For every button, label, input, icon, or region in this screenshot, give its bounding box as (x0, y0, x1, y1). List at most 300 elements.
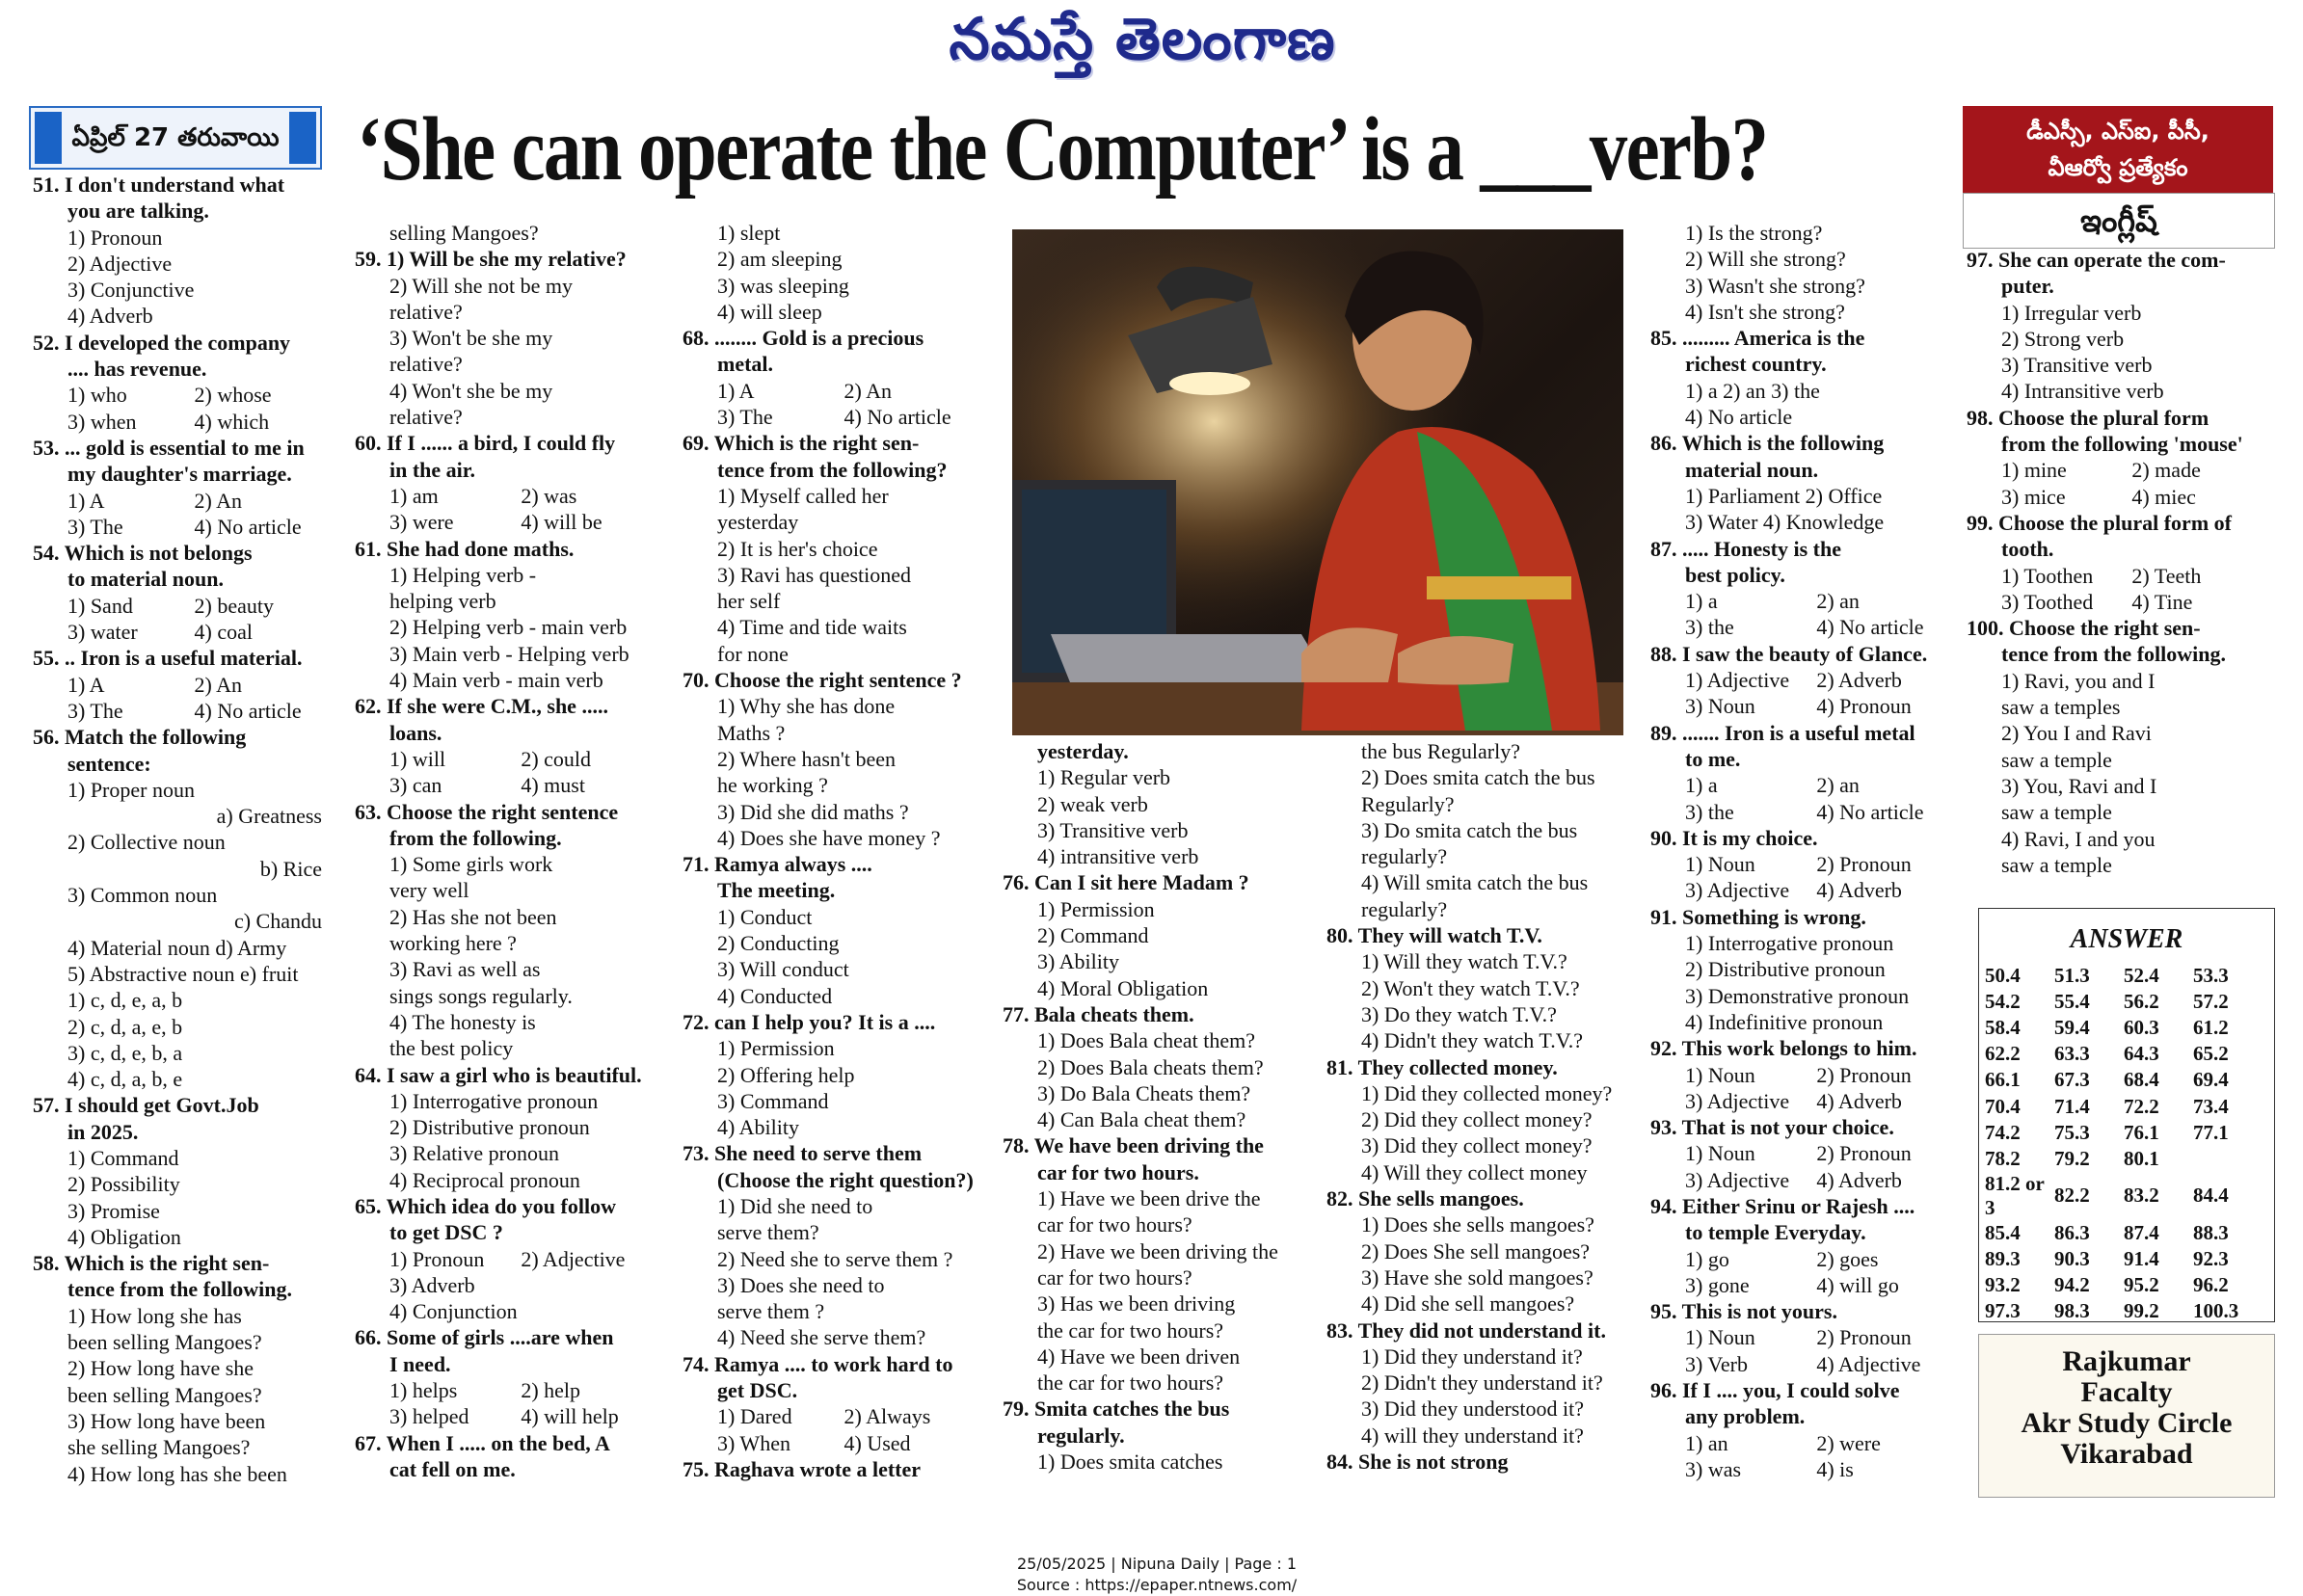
option-text: 1) Did they understand it? (1361, 1343, 1583, 1369)
option-text: 1) Sand (67, 593, 133, 618)
option-pair (1650, 1430, 1959, 1456)
option-text: 1) Ravi, you and I (2001, 668, 2156, 693)
option-text: 2) Pronoun (1816, 1141, 1912, 1166)
option-text: working here ? (389, 931, 517, 956)
option-text: 2) Always (844, 1404, 931, 1429)
question-text: 81. They collected money. (1326, 1054, 1558, 1079)
question-text: car for two hours. (1037, 1159, 1199, 1184)
option-text: 4) Won't she be my (389, 378, 553, 403)
headline: ‘She can operate the Computer’ is a ___verb? (357, 99, 1768, 200)
option-text: 3) Wasn't she strong? (1685, 273, 1865, 298)
footer-source-line: Source : https://epaper.ntnews.com/ (1016, 1576, 1298, 1594)
option-text: 3) Water 4) Knowledge (1685, 510, 1885, 535)
option-text: 4) No article (844, 405, 951, 430)
option-text: car for two hours? (1037, 1264, 1192, 1290)
option-text: 4) Will they collect money (1361, 1159, 1588, 1184)
question-text: tence from the following. (67, 1277, 292, 1302)
answer-cell: 97.3 (1985, 1299, 2021, 1323)
option-text: 1) Pronoun (67, 225, 163, 250)
question-text: 76. Can I sit here Madam ? (1003, 870, 1249, 895)
question-text: 73. She need to serve them (683, 1141, 923, 1166)
option-text: serve them? (717, 1220, 819, 1245)
option-text: 4) Ravi, I and you (2001, 826, 2156, 851)
option-pair (1650, 1167, 1959, 1193)
option-text: 4) Adverb (1816, 878, 1902, 903)
option-text: 2) an (1816, 589, 1860, 614)
option-text: helping verb (389, 589, 496, 614)
answer-row (1985, 1067, 2263, 1093)
option-text: 2) Strong verb (2001, 326, 2125, 351)
option-text: 4) will go (1816, 1272, 1899, 1297)
option-text: 2) beauty (194, 593, 274, 618)
option-text: 5) Abstractive noun e) fruit (67, 961, 299, 986)
option-pair (1967, 457, 2273, 483)
option-pair (33, 514, 332, 540)
option-pair (355, 746, 663, 772)
question-text: tooth. (2001, 537, 2054, 562)
answer-cell: 60.3 (2124, 1016, 2159, 1040)
option-text: 4) Intransitive verb (2001, 379, 2164, 404)
question-text: tence from the following. (2001, 642, 2226, 667)
option-text: 3) Promise (67, 1198, 160, 1223)
option-text: 3) the (1685, 615, 1734, 640)
option-text: 2) Has she not been (389, 904, 557, 929)
answer-row (1985, 1246, 2263, 1272)
option-text: 3) Adjective (1685, 878, 1790, 903)
option-text: 1) c, d, e, a, b (67, 988, 183, 1013)
question-text: 56. Match the following (33, 725, 247, 750)
question-text: The meeting. (717, 878, 836, 903)
option-pair (1650, 772, 1959, 798)
question-text: 61. She had done maths. (355, 536, 575, 561)
option-text: 4) will help (521, 1404, 619, 1429)
option-text: 4) Used (844, 1430, 911, 1455)
option-text: 3) Does she need to (717, 1272, 885, 1297)
answer-cell: 68.4 (2124, 1068, 2159, 1092)
question-text: 59. 1) Will be she my relative? (355, 247, 627, 272)
question-text: tence from the following? (717, 457, 948, 482)
option-text: 3) can (389, 773, 442, 798)
answer-cell: 99.2 (2124, 1299, 2159, 1323)
answer-row (1985, 1041, 2263, 1067)
question-text: cat fell on me. (389, 1456, 516, 1481)
option-text: 1) Interrogative pronoun (1685, 931, 1894, 956)
option-text: 2) Distributive pronoun (1685, 957, 1886, 982)
answer-cell: 70.4 (1985, 1094, 2021, 1118)
option-text: 1) Interrogative pronoun (389, 1088, 599, 1113)
option-text: 3) Main verb - Helping verb (389, 641, 629, 666)
question-text: 70. Choose the right sentence ? (683, 668, 962, 693)
exam-banner-line2: వీఆర్వో ప్రత్యేకం (2048, 154, 2188, 181)
option-text: relative? (389, 352, 463, 377)
option-text: 2) Command (1037, 923, 1149, 948)
question-text: 83. They did not understand it. (1326, 1317, 1606, 1343)
option-text: 4) Will smita catch the bus (1361, 870, 1589, 895)
option-pair (683, 1430, 981, 1456)
footer-date-line: 25/05/2025 | Nipuna Daily | Page : 1 (1016, 1555, 1298, 1573)
option-text: 4) Moral Obligation (1037, 975, 1209, 1000)
column-1 (33, 172, 332, 1487)
answer-cell: 64.3 (2124, 1042, 2159, 1066)
option-pair (1967, 484, 2273, 510)
option-text: 3) Command (717, 1088, 829, 1113)
option-text: 2) an (1816, 773, 1860, 798)
answer-cell: 62.2 (1985, 1042, 2021, 1066)
question-text: regularly. (1037, 1423, 1125, 1448)
option-text: 1) Is the strong? (1685, 221, 1823, 245)
option-pair (1967, 589, 2273, 615)
option-text: 1) Will they watch T.V.? (1361, 949, 1567, 974)
option-text: he working ? (717, 773, 828, 798)
option-text: 4) will be (521, 510, 603, 535)
answer-cell: 93.2 (1985, 1272, 2021, 1296)
option-text: 4) Pronoun (1816, 694, 1912, 719)
option-text: 4) is (1816, 1456, 1854, 1481)
option-pair (1650, 1272, 1959, 1298)
answer-cell: 73.4 (2193, 1094, 2229, 1118)
option-pair (1650, 1140, 1959, 1166)
option-text: 4) Can Bala cheat them? (1037, 1107, 1246, 1132)
option-text: 1) Toothen (2001, 563, 2094, 588)
option-text: 1) Proper noun (67, 777, 195, 802)
option-text: 4) Reciprocal pronoun (389, 1167, 580, 1192)
option-text: 2) Possibility (67, 1172, 180, 1197)
answer-cell: 80.1 (2124, 1146, 2159, 1170)
option-text: she selling Mangoes? (67, 1435, 251, 1460)
option-pair (1650, 877, 1959, 903)
answer-key-title: ANSWER (2070, 924, 2183, 954)
answer-cell: 98.3 (2054, 1299, 2090, 1323)
question-text: 82. She sells mangoes. (1326, 1186, 1524, 1211)
question-text: 64. I saw a girl who is beautiful. (355, 1062, 642, 1087)
answer-cell: 95.2 (2124, 1272, 2159, 1296)
option-text: 3) Did she did maths ? (717, 799, 909, 824)
question-text: 72. can I help you? It is a .... (683, 1009, 936, 1034)
column-3 (683, 220, 981, 1482)
answer-cell: 72.2 (2124, 1094, 2159, 1118)
answer-cell: 71.4 (2054, 1094, 2090, 1118)
option-text: 1) a (1685, 773, 1718, 798)
question-text: 85. ......... America is the (1650, 326, 1865, 351)
option-text: 3) Ravi as well as (389, 957, 541, 982)
option-text: 2) could (521, 746, 592, 771)
option-text: 2) Didn't they understand it? (1361, 1370, 1603, 1396)
option-text: saw a temple (2001, 747, 2112, 772)
option-text: 1) mine (2001, 458, 2067, 483)
option-text: 3) Has we been driving (1037, 1291, 1236, 1317)
option-pair (1650, 693, 1959, 719)
answer-cell: 54.2 (1985, 990, 2021, 1014)
option-text: 3) mice (2001, 484, 2066, 509)
option-pair (33, 672, 332, 698)
answer-cell: 66.1 (1985, 1068, 2021, 1092)
question-text: 75. Raghava wrote a letter (683, 1456, 922, 1481)
answer-cell: 84.4 (2193, 1184, 2229, 1208)
option-pair (1650, 1456, 1959, 1482)
answer-cell (2193, 1146, 2263, 1172)
option-text: yesterday (717, 510, 799, 535)
option-text: 3) Adverb (389, 1272, 475, 1297)
question-text: 77. Bala cheats them. (1003, 1001, 1194, 1026)
question-text: 53. ... gold is essential to me in (33, 435, 305, 460)
option-text: 1) Does Bala cheat them? (1037, 1028, 1256, 1053)
option-text: 3) was sleeping (717, 273, 849, 298)
option-text: 1) Does she sells mangoes? (1361, 1212, 1594, 1237)
option-pair (33, 382, 332, 408)
question-text: 68. ........ Gold is a precious (683, 326, 924, 351)
option-text: 2) Pronoun (1816, 852, 1912, 877)
answer-cell: 81.2 or 3 (1985, 1171, 2045, 1219)
option-text: 4) Have we been driven (1037, 1343, 1241, 1369)
answer-cell: 52.4 (2124, 964, 2159, 988)
answer-cell: 59.4 (2054, 1016, 2090, 1040)
question-text: yesterday. (1037, 739, 1129, 763)
question-text: 96. If I .... you, I could solve (1650, 1378, 1900, 1403)
column-4 (1003, 738, 1311, 1475)
question-text: .... has revenue. (67, 357, 207, 382)
answer-cell: 83.2 (2124, 1184, 2159, 1208)
option-text: 4) will they understand it? (1361, 1423, 1584, 1448)
option-text: 1) Noun (1685, 1141, 1755, 1166)
option-text: 3) Did they understood it? (1361, 1396, 1584, 1422)
option-text: 2) was (521, 483, 577, 508)
subject-label: ఇంగ్లీష్ (1963, 193, 2275, 249)
answer-cell: 65.2 (2193, 1042, 2229, 1066)
question-text: 91. Something is wrong. (1650, 904, 1866, 929)
option-text: 2) Does She sell mangoes? (1361, 1238, 1591, 1264)
option-text: her self (717, 589, 781, 614)
question-text: 79. Smita catches the bus (1003, 1396, 1230, 1422)
option-pair (683, 1403, 981, 1429)
option-text: 2) Pronoun (1816, 1325, 1912, 1350)
option-text: 4) Indefinitive pronoun (1685, 1009, 1884, 1034)
option-text: 2) Helping verb - main verb (389, 615, 628, 640)
option-text: 4) Conjunction (389, 1299, 518, 1324)
option-text: 2) Pronoun (1816, 1062, 1912, 1087)
question-text: 100. Choose the right sen- (1967, 616, 2201, 641)
option-pair (1650, 851, 1959, 877)
question-text: 88. I saw the beauty of Glance. (1650, 641, 1928, 666)
option-text: 3) Do smita catch the bus (1361, 817, 1578, 842)
answer-cell: 61.2 (2193, 1016, 2229, 1040)
answer-cell: 96.2 (2193, 1272, 2229, 1296)
answer-cell: 69.4 (2193, 1068, 2229, 1092)
column-7 (1967, 247, 2273, 878)
question-text: 78. We have been driving the (1003, 1133, 1264, 1158)
option-pair (33, 409, 332, 435)
option-text: 4) c, d, a, b, e (67, 1067, 183, 1092)
question-text: 57. I should get Govt.Job (33, 1093, 259, 1118)
option-text: c) Chandu (233, 909, 322, 934)
option-text: 4) Adjective (1816, 1351, 1921, 1376)
question-text: 51. I don't understand what (33, 173, 285, 197)
answer-row (1985, 1120, 2263, 1146)
question-text: 84. She is not strong (1326, 1450, 1509, 1475)
option-text: 1) Irregular verb (2001, 300, 2142, 325)
option-text: been selling Mangoes? (67, 1330, 262, 1355)
option-text: 4) No article (194, 514, 302, 539)
option-text: 1) a (1685, 589, 1718, 614)
option-text: 2) goes (1816, 1246, 1879, 1271)
question-text: 66. Some of girls ....are when (355, 1325, 614, 1350)
option-text: 4) How long has she been (67, 1461, 287, 1486)
continued-date-tag (29, 106, 322, 170)
option-pair (1650, 667, 1959, 693)
question-text: you are talking. (67, 199, 209, 224)
option-text: 3) Relative pronoun (389, 1141, 559, 1166)
option-text: 1) slept (717, 221, 781, 245)
option-text: the bus Regularly? (1361, 739, 1520, 763)
masthead-logo: నమస్తే తెలంగాణ (949, 6, 1336, 73)
option-text: 4) No article (1816, 615, 1924, 640)
option-text: 3) Adjective (1685, 1167, 1790, 1192)
option-text: 1) Permission (1037, 896, 1155, 921)
option-text: 4) Didn't they watch T.V.? (1361, 1028, 1584, 1053)
date-tag-label: ఏప్రిల్ 27 తరువాయి (71, 123, 280, 152)
option-text: 2) help (521, 1378, 581, 1403)
author-org: Akr Study Circle (2021, 1407, 2233, 1439)
option-text: 3) c, d, e, b, a (67, 1040, 183, 1065)
option-text: 4) Time and tide waits (717, 615, 907, 640)
answer-cell: 63.3 (2054, 1042, 2090, 1066)
option-text: 1) Adjective (1685, 668, 1790, 693)
option-text: 1) Noun (1685, 852, 1755, 877)
option-text: car for two hours? (1037, 1212, 1192, 1237)
question-text: 55. .. Iron is a useful material. (33, 646, 303, 671)
question-text: 54. Which is not belongs (33, 541, 253, 566)
answer-row (1985, 1172, 2263, 1220)
option-text: 1) Command (67, 1145, 179, 1170)
option-text: 3) Demonstrative pronoun (1685, 983, 1910, 1008)
option-text: 2) You I and Ravi (2001, 721, 2152, 746)
option-pair (33, 619, 332, 645)
option-text: 4) coal (194, 620, 253, 645)
question-text: 69. Which is the right sen- (683, 431, 920, 456)
answer-cell: 67.3 (2054, 1068, 2090, 1092)
option-text: 2) An (194, 672, 243, 697)
option-text: 4) Did she sell mangoes? (1361, 1291, 1575, 1317)
option-text: 3) Transitive verb (2001, 353, 2153, 378)
answer-cell: 89.3 (1985, 1246, 2021, 1270)
option-text: 1) Dared (717, 1404, 792, 1429)
answer-cell: 75.3 (2054, 1120, 2090, 1144)
option-text: 4) Material noun d) Army (67, 935, 287, 960)
question-text: from the following 'mouse' (2001, 432, 2243, 457)
option-pair (1650, 1246, 1959, 1272)
answer-cell: 56.2 (2124, 990, 2159, 1014)
option-text: 3) Will conduct (717, 957, 849, 982)
option-text: 1) Parliament 2) Office (1685, 483, 1883, 508)
option-text: 2) Did they collect money? (1361, 1107, 1593, 1132)
question-text: 58. Which is the right sen- (33, 1251, 270, 1276)
option-text: a) Greatness (216, 804, 322, 829)
option-text: 3) Toothed (2001, 589, 2094, 614)
option-text: 4) will sleep (717, 299, 822, 324)
question-text: 86. Which is the following (1650, 431, 1885, 456)
option-text: 1) Helping verb - (389, 562, 537, 587)
woman-laptop-illustration (1012, 229, 1623, 735)
option-pair (355, 509, 663, 535)
tag-right-bar (289, 112, 316, 164)
option-text: 4) Isn't she strong? (1685, 299, 1845, 324)
question-text: puter. (2001, 274, 2054, 299)
question-text: in the air. (389, 457, 476, 482)
answer-cell: 91.4 (2124, 1246, 2159, 1270)
question-text: any problem. (1685, 1404, 1806, 1429)
option-text: 2) It is her's choice (717, 536, 878, 561)
tag-left-bar (35, 112, 62, 164)
answer-cell: 50.4 (1985, 964, 2021, 988)
option-text: 1) Some girls work (389, 852, 553, 877)
option-text: 3) gone (1685, 1272, 1750, 1297)
option-text: serve them ? (717, 1299, 825, 1324)
answer-cell: 92.3 (2193, 1246, 2229, 1270)
answer-cell: 94.2 (2054, 1272, 2090, 1296)
option-text: 3) The (717, 405, 773, 430)
option-text: 1) A (717, 378, 755, 403)
option-text: 4) No article (1685, 405, 1793, 430)
answer-cell: 79.2 (2054, 1146, 2090, 1170)
option-pair (355, 483, 663, 509)
question-text: sentence: (67, 751, 151, 776)
option-text: sings songs regularly. (389, 983, 573, 1008)
option-text: been selling Mangoes? (67, 1382, 262, 1407)
option-pair (355, 772, 663, 798)
option-text: the car for two hours? (1037, 1317, 1224, 1343)
answer-cell: 86.3 (2054, 1220, 2090, 1244)
exam-banner-line1: డీఎస్సీ, ఎస్ఐ, పీసీ, (2026, 118, 2209, 145)
option-text: 3) helped (389, 1404, 469, 1429)
answer-cell: 55.4 (2054, 990, 2090, 1014)
question-text: I need. (389, 1351, 451, 1376)
option-text: 4) Obligation (67, 1224, 181, 1249)
question-text: metal. (717, 352, 774, 377)
option-pair (683, 378, 981, 404)
option-pair (355, 1246, 663, 1272)
question-text: 65. Which idea do you follow (355, 1193, 616, 1218)
option-text: 3) water (67, 620, 138, 645)
option-text: 3) How long have been (67, 1408, 266, 1433)
option-pair (1650, 799, 1959, 825)
question-text: best policy. (1685, 562, 1785, 587)
answer-cell: 88.3 (2193, 1220, 2229, 1244)
option-text: 2) Adjective (521, 1246, 626, 1271)
question-text: to get DSC ? (389, 1220, 503, 1245)
question-text: 92. This work belongs to him. (1650, 1036, 1917, 1061)
answer-row (1985, 1015, 2263, 1041)
option-pair (33, 698, 332, 724)
option-text: 3) Do they watch T.V.? (1361, 1001, 1557, 1026)
option-text: 3) Common noun (67, 883, 218, 908)
option-text: 2) An (194, 488, 243, 513)
option-text: 3) Transitive verb (1037, 817, 1189, 842)
option-text: 1) will (389, 746, 446, 771)
option-text: 4) Does she have money ? (717, 825, 941, 850)
option-text: 2) were (1816, 1430, 1881, 1455)
option-text: saw a temple (2001, 852, 2112, 877)
option-text: 3) Did they collect money? (1361, 1133, 1593, 1158)
option-pair (1650, 1062, 1959, 1088)
option-text: 3) You, Ravi and I (2001, 773, 2157, 798)
answer-row (1985, 1272, 2263, 1298)
option-text: the best policy (389, 1036, 514, 1061)
question-text: 52. I developed the company (33, 330, 291, 355)
option-pair (1650, 1088, 1959, 1114)
question-text: 62. If she were C.M., she ..... (355, 694, 608, 719)
option-pair (1650, 1324, 1959, 1350)
question-text: 74. Ramya .... to work hard to (683, 1351, 953, 1376)
answer-row (1985, 963, 2263, 989)
